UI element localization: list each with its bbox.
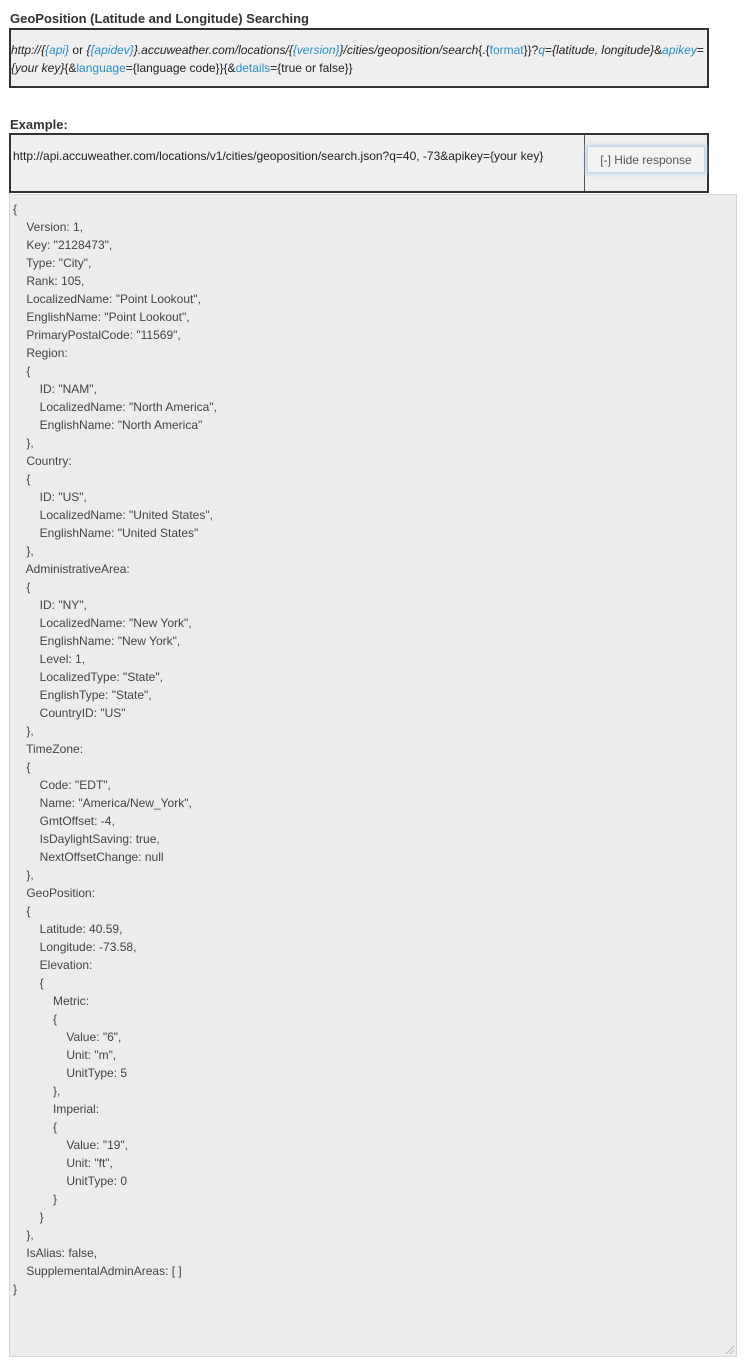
url-template-text: {. (478, 43, 486, 57)
url-param-link[interactable]: language (76, 61, 126, 75)
url-template-text: {& (64, 61, 77, 75)
url-template-text: { (86, 43, 91, 57)
url-param-link[interactable]: format (489, 43, 524, 57)
hide-response-button[interactable]: [-] Hide response (587, 146, 705, 173)
url-template-text: { (288, 43, 293, 57)
response-textarea[interactable] (9, 194, 737, 1357)
url-template-text: ={language code}}{& (125, 61, 236, 75)
url-param-link[interactable]: {apidev} (90, 43, 134, 57)
url-template-text: {latitude, longitude} (552, 43, 655, 57)
response-json: { Version: 1, Key: "2128473", Type: "City", Rank: 105, LocalizedName: "Point Lookout", EnglishName: "Point Lookout", PrimaryPostalCode: "11569", Region: { ID: "NAM", LocalizedName: "North America", EnglishName: "North America" }, Country: { ID: "US", LocalizedName: "United States", EnglishName: "United States" }, AdministrativeArea: { ID: "NY", LocalizedName: "New York", EnglishName: "New York", Level: 1, LocalizedType: "State", EnglishType: "State", CountryID: "US" }, TimeZone: { Code: "EDT", Name: "America/New_York", GmtOffset: -4, IsDaylightSaving: true, NextOffsetChange: null }, GeoPosition: { Latitude: 40.59, Longitude: -73.58, Elevation: { Metric: { Value: "6", Unit: "m", UnitType: 5 }, Imperial: { Value: "19", Unit: "ft", UnitType: 0 } } }, IsAlias: false, SupplementalAdminAreas: [ ] } (13, 202, 217, 1296)
url-template-text: & (654, 43, 663, 57)
url-param-link[interactable]: q (538, 43, 546, 57)
url-param-link[interactable]: apikey (662, 43, 697, 57)
example-label: Example: (10, 117, 68, 132)
url-param-link[interactable]: {version} (292, 43, 340, 57)
url-template-text: = (696, 43, 704, 57)
example-url: http://api.accuweather.com/locations/v1/cities/geoposition/search.json?q=40, -73&apikey={your key} (11, 135, 585, 191)
url-template-text: {your key} (11, 61, 65, 75)
url-param-link[interactable]: {api} (45, 43, 70, 57)
url-template-text: http://{ (11, 43, 46, 57)
url-template-text: = (545, 43, 553, 57)
url-template-box (9, 28, 709, 88)
url-param-link[interactable]: details (235, 61, 271, 75)
section-title: GeoPosition (Latitude and Longitude) Searching (10, 11, 309, 26)
url-template-text: }.accuweather.com/locations/ (133, 43, 289, 57)
url-template-text: { (485, 43, 490, 57)
url-template-text: }/cities/geoposition/search (339, 43, 479, 57)
example-row (9, 133, 709, 193)
resize-grip-icon[interactable] (726, 1346, 734, 1354)
url-template-text: }}? (523, 43, 539, 57)
url-template-text: ={true or false}} (270, 61, 353, 75)
button-cell (585, 135, 707, 191)
url-template-text: or (69, 43, 87, 57)
